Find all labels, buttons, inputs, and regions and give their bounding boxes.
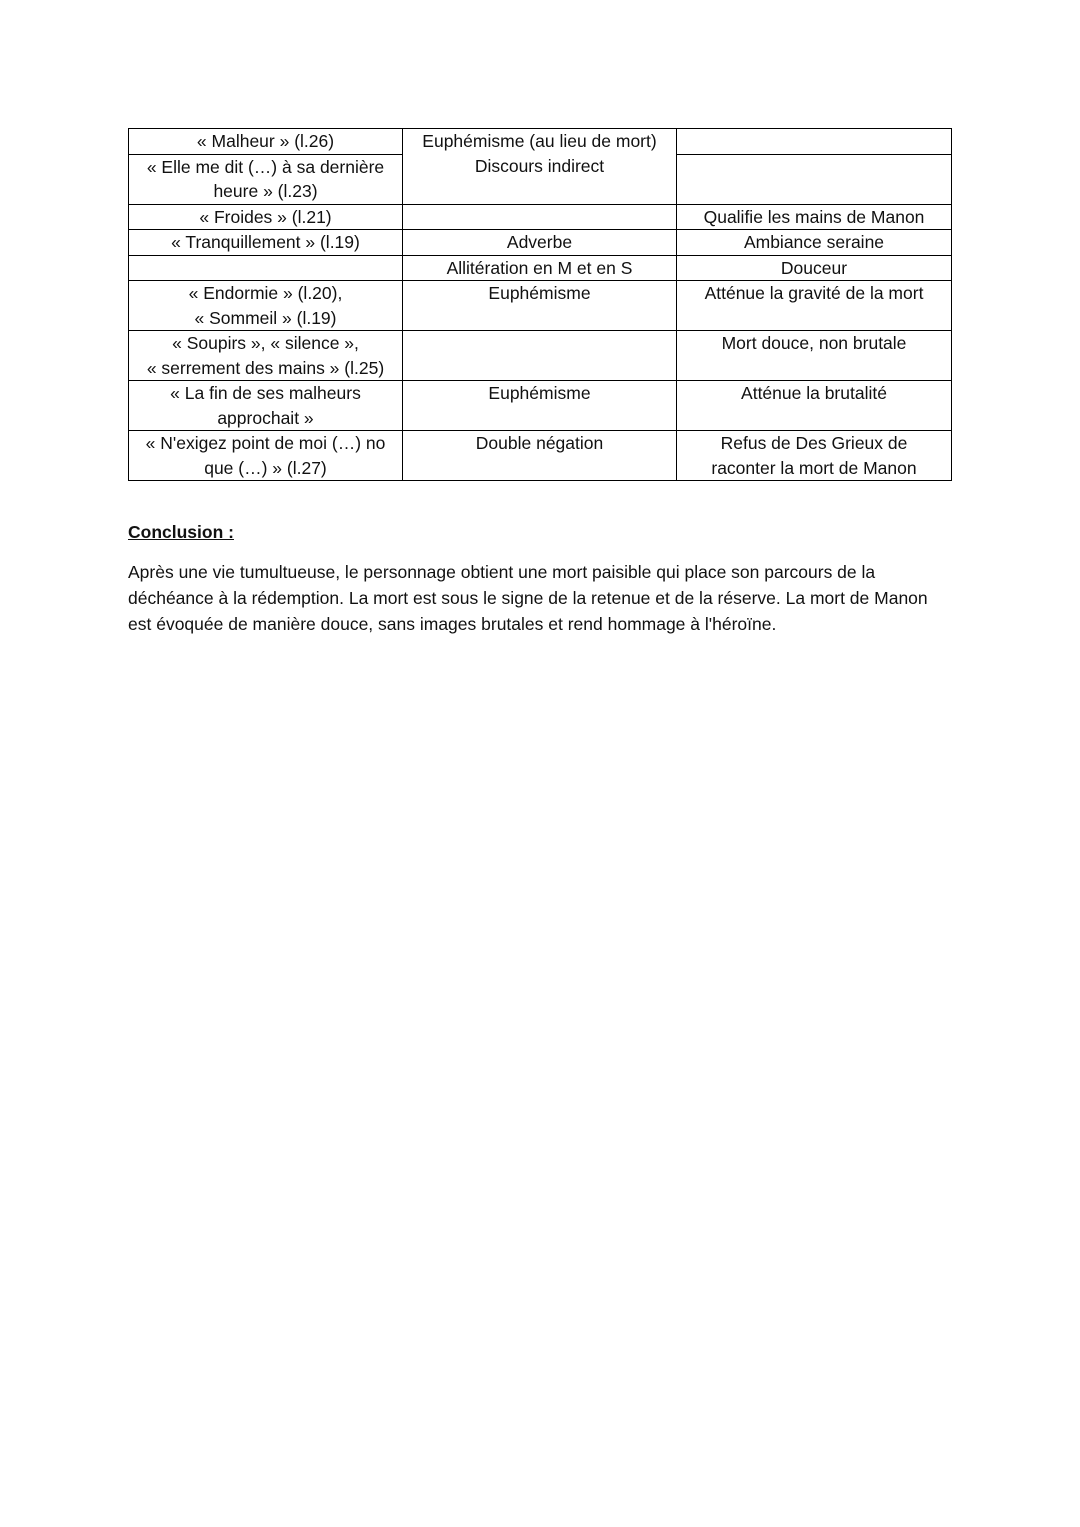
table-row [129, 281, 952, 331]
figure-text: Double négation [475, 433, 604, 453]
quote-text: « Malheur » (l.26) [196, 131, 335, 151]
quote-text: « La fin de ses malheurs approchait » [170, 383, 361, 428]
effect-text: Refus de Des Grieux de raconter la mort de Manon [711, 433, 917, 478]
quote-cell [129, 381, 403, 431]
effect-text: Douceur [780, 257, 848, 278]
quote-text: « Soupirs », « silence », « serrement des mains » (l.25) [146, 333, 385, 378]
quote-text: « Elle me dit (…) à sa dernière heure » (l.23) [146, 156, 385, 201]
effect-text: Atténue la gravité de la mort [704, 283, 924, 303]
effect-cell [677, 431, 952, 481]
table-row [129, 331, 952, 381]
effect-text: Ambiance seraine [743, 232, 885, 252]
effect-cell [677, 331, 952, 381]
quote-cell [129, 281, 403, 331]
quote-text: « Tranquillement » (l.19) [171, 232, 360, 252]
figure-text: Adverbe [506, 232, 573, 252]
quote-cell [129, 230, 403, 256]
table-row [129, 204, 952, 230]
figure-cell [403, 204, 677, 230]
effect-cell [677, 255, 952, 281]
effect-text: Mort douce, non brutale [721, 333, 907, 353]
analysis-table [128, 128, 952, 481]
table-row [129, 381, 952, 431]
quote-text: « N'exigez point de moi (…) no que (…) » (l.27) [145, 433, 386, 478]
figure-cell [403, 230, 677, 256]
table-row [129, 431, 952, 481]
figure-cell [403, 129, 677, 176]
quote-cell [129, 154, 403, 204]
quote-cell [129, 129, 403, 155]
effect-cell [677, 204, 952, 230]
conclusion-heading: Conclusion : [128, 522, 234, 542]
figure-text: Euphémisme (au lieu de mort) Discours indirect [422, 131, 657, 176]
figure-text: Allitération en M et en S [446, 257, 633, 278]
quote-text: « Froides » (l.21) [199, 206, 332, 227]
effect-text: Qualifie les mains de Manon [703, 206, 925, 227]
quote-cell [129, 255, 403, 281]
table-row [129, 230, 952, 256]
effect-cell [677, 129, 952, 155]
effect-text: Atténue la brutalité [741, 383, 887, 403]
quote-cell [129, 431, 403, 481]
table-row [129, 255, 952, 281]
figure-text: Euphémisme [488, 383, 591, 403]
effect-cell [677, 230, 952, 256]
figure-cell [403, 431, 677, 481]
figure-text: Euphémisme [488, 283, 591, 303]
quote-cell [129, 331, 403, 381]
conclusion-paragraph: Après une vie tumultueuse, le personnage obtient une mort paisible qui place son parcours de la déchéance à la rédemption. La mort est sous le signe de la retenue et de la réserve. La mort de Manon est évoquée de manière douce, sans images brutales et rend hommage à l'héroïne. [128, 562, 928, 634]
figure-cell [403, 331, 677, 381]
quote-text: « Endormie » (l.20), « Sommeil » (l.19) [188, 283, 343, 328]
figure-cell [403, 281, 677, 331]
effect-cell [677, 154, 952, 204]
table-row [129, 129, 952, 155]
quote-cell [129, 204, 403, 230]
figure-cell [403, 381, 677, 431]
effect-cell [677, 381, 952, 431]
effect-cell [677, 281, 952, 331]
figure-cell [403, 255, 677, 281]
